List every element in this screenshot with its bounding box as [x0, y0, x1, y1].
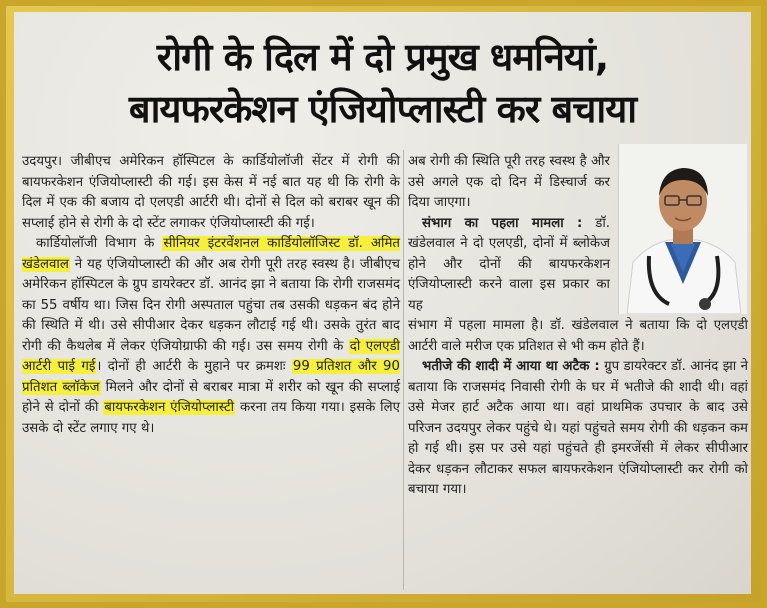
paragraph-first-case — [408, 214, 610, 317]
paragraph-first-case-cont: संभाग में पहला मामला है। डॉ. खंडेलवाल ने बताया कि दो एलएडी आर्टरी वाले मरीज एक प्रतिशत से भी कम होते हैं। — [408, 318, 748, 354]
text-segment: । दोनों ही आर्टरी के मुहाने पर क्रमशः — [96, 359, 292, 374]
text-segment: ग्रुप डायरेक्टर डॉ. आनंद झा ने बताया कि राजसमंद निवासी रोगी के घर में भतीजे की शादी थी। वहां उसे मेजर हार्ट अटैक आया था। वहां प्राथमिक उपचार के बाद उसे परिजन उदयपुर लेकर पहुंचे थे। यहां पहुंचते समय रोगी की धड़कन कम हो गई थी। इस पर उसे यहां पहुंचते ही इमरजेंसी में लेकर सीपीआर देकर धड़कन लौटाकर सफल बायफरकेशन एंजियोप्लास्टी कर रोगी को बचाया गया। — [408, 359, 748, 497]
text-segment: मिलने और दोनों से बराबर मात्रा में शरीर को खून की सप्लाई होने से दोनों की — [22, 379, 401, 415]
doctor-portrait-image — [619, 144, 747, 314]
text-segment: डॉ. खंडेलवाल ने दो एलएडी, दोनों में ब्लोकेज होने और दोनों की बायफरकेशन एंजियोप्लास्टी करने वाला इस प्रकार का यह — [408, 215, 610, 313]
paragraph-wedding-attack — [408, 357, 748, 501]
text-segment: ने यह एंजियोप्लास्टी की और अब रोगी पूरी तरह स्वस्थ है। जीबीएच अमेरिकन हॉस्पिटल के ग्रुप डायरेक्टर डॉ. आनंद झा ने बताया कि रोगी राजसमंद का 55 वर्षीय था। जिस दिन रोगी अस्पताल पहुंचा तब उसकी धड़कन बंद होने की स्थिति में थी। उसे सीपीआर देकर धड़कन लौटाई गई थी। उसके तुरंत बाद रोगी की कैथलेब में लेकर एंजियोग्राफी की गई। उस समय रोगी के — [22, 256, 400, 354]
paragraph-status: अब रोगी की स्थिति पूरी तरह स्वस्थ है और उसे अगले एक दो दिन में डिस्चार्ज कर दिया जाएगा। — [408, 154, 610, 210]
article-right-column — [408, 316, 748, 501]
subheading-wedding-attack: भतीजे की शादी में आया था अटैक : — [422, 359, 600, 374]
highlight-doctor-name: सीनियर इंटरवेंशनल कार्डियोलॉजिस्ट डॉ. अमित खंडेलवाल — [22, 236, 400, 272]
headline-line-2: बायफरकेशन एंजियोप्लास्टी कर बचाया — [128, 87, 637, 131]
paragraph-main — [22, 234, 400, 439]
highlight-blockage: 99 प्रतिशत और 90 प्रतिशत ब्लॉकेज — [22, 359, 400, 395]
headline-line-1: रोगी के दिल में दो प्रमुख धमनियां, — [156, 35, 609, 79]
text-segment: कार्डियोलॉजी विभाग के — [36, 236, 163, 251]
text-segment: करना तय किया गया। इसके लिए उसके दो स्टेंट लगाए गए थे। — [22, 400, 400, 436]
highlight-two-arteries: दो एलएडी आर्टरी पाई गई — [22, 338, 401, 374]
newspaper-clipping — [14, 12, 751, 594]
subheading-first-case: संभाग का पहला मामला : — [422, 215, 583, 231]
highlight-procedure: बायफरकेशन एंजियोप्लास्टी — [104, 400, 235, 415]
doctor-photo — [618, 144, 747, 314]
article-right-column-top — [408, 152, 610, 316]
column-divider — [403, 150, 404, 590]
article-left-column — [22, 152, 400, 439]
paragraph-intro: उदयपुर। जीबीएच अमेरिकन हॉस्पिटल के कार्डियोलॉजी सेंटर में रोगी की बायफरकेशन एंजियोप्लास्टी की गई। इस केस में नई बात यह थी कि रोगी के दिल में एक की बजाय दो एलएडी आर्टरी थी। दोनों से दिल को बराबर खून की सप्लाई होने से रोगी के दो स्टेंट लगाकर एंजियोप्लास्टी की गई। — [22, 154, 400, 231]
